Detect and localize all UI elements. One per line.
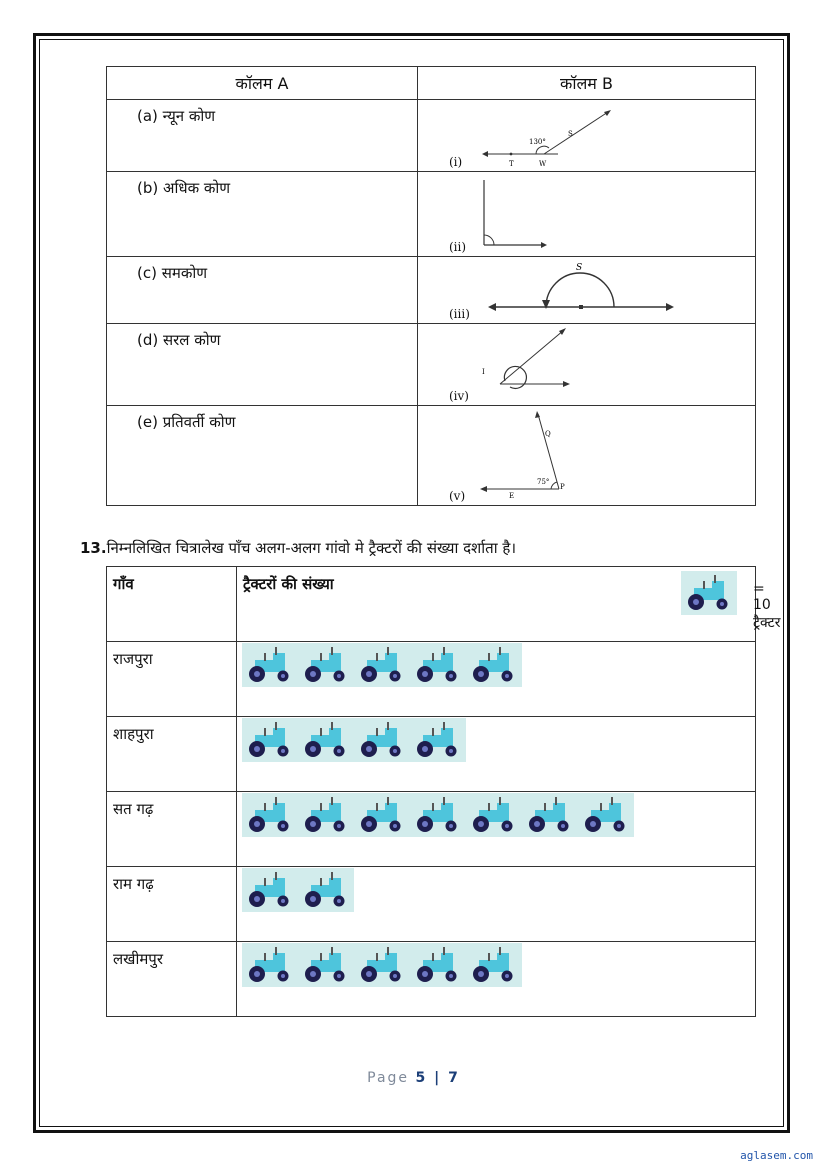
village-name: लखीमपुर [113, 950, 163, 968]
column-b-header: कॉलम B [418, 67, 756, 100]
point-label-q: Q [545, 430, 551, 438]
figure-number-i: (i) [449, 155, 463, 169]
figure-cell-ii [418, 172, 756, 257]
tractor-icon [242, 793, 298, 837]
village-name: सत गढ़ [113, 800, 154, 818]
tractor-icon [466, 793, 522, 837]
tractor-icon [354, 643, 410, 687]
tractor-row [237, 942, 755, 987]
page-word: Page [367, 1070, 410, 1086]
figure-cell-iii [418, 257, 756, 324]
legend-text: = 10 ट्रैक्टर [753, 581, 781, 631]
legend-tractor-icon [681, 571, 737, 615]
question-13 [80, 538, 516, 558]
obtuse-angle-figure [418, 406, 756, 506]
tractor-row [237, 792, 755, 837]
figure-number-iv: (iv) [449, 389, 469, 403]
question-number: 13. [80, 539, 107, 557]
angle-name-e: (e) प्रतिवर्ती कोण [137, 413, 236, 431]
tractor-icon [298, 718, 354, 762]
figure-number-ii: (ii) [449, 240, 467, 254]
tractor-icon [410, 793, 466, 837]
village-name: राम गढ़ [113, 875, 154, 893]
tractor-icon [242, 718, 298, 762]
angle-name-a: (a) न्यून कोण [137, 107, 216, 125]
tractor-icon [410, 943, 466, 987]
tractor-icon [466, 643, 522, 687]
point-label-i: I [482, 368, 485, 376]
tractor-icon [354, 943, 410, 987]
figure-number-iii: (iii) [449, 307, 470, 321]
point-label-w: W [539, 160, 547, 168]
tractor-pictograph-table [106, 566, 781, 1017]
tractor-icon [578, 793, 634, 837]
site-watermark: aglasem.com [740, 1149, 813, 1162]
tractor-icon [298, 943, 354, 987]
angle-name-d: (d) सरल कोण [137, 331, 221, 349]
right-angle-figure [418, 172, 756, 257]
angle-label-130: 130° [529, 138, 546, 146]
tractor-row [237, 867, 755, 912]
tractor-icon [242, 943, 298, 987]
angle-name-c: (c) समकोण [137, 264, 208, 282]
tractor-row [237, 642, 755, 687]
tractor-icon [298, 643, 354, 687]
acute-angle-figure [418, 100, 756, 172]
header-tractor-count: ट्रैक्टरों की संख्या [243, 575, 334, 593]
village-name: शाहपुरा [113, 725, 154, 743]
tractor-icon [522, 793, 578, 837]
figure-cell-i [418, 100, 756, 172]
header-village: गाँव [113, 575, 134, 593]
page-number: 5 | 7 [415, 1070, 460, 1086]
page-footer [0, 1070, 827, 1086]
column-a-header: कॉलम A [107, 67, 418, 100]
question-text: निम्नलिखित चित्रालेख पाँच अलग-अलग गांवो मे ट्रैक्टरों की संख्या दर्शाता है। [106, 539, 516, 557]
point-label-s2: S [576, 263, 583, 273]
tractor-icon [298, 868, 354, 912]
figure-cell-iv [418, 324, 756, 406]
tractor-icon [354, 718, 410, 762]
tractor-icon [354, 793, 410, 837]
angle-label-75: 75° [537, 478, 550, 486]
point-label-s: S [568, 130, 573, 138]
figure-number-v: (v) [449, 489, 466, 503]
angle-match-table [106, 66, 756, 506]
angle-name-b: (b) अधिक कोण [137, 179, 231, 197]
point-label-p: P [560, 483, 565, 491]
tractor-icon [242, 868, 298, 912]
tractor-icon [410, 718, 466, 762]
tractor-icon [298, 793, 354, 837]
point-label-t: T [509, 160, 514, 168]
tractor-row [237, 717, 755, 762]
tractor-icon [410, 643, 466, 687]
figure-cell-v [418, 406, 756, 506]
tractor-icon [681, 571, 737, 615]
village-name: राजपुरा [113, 650, 153, 668]
tractor-icon [466, 943, 522, 987]
point-label-e: E [509, 492, 515, 500]
tractor-icon [242, 643, 298, 687]
